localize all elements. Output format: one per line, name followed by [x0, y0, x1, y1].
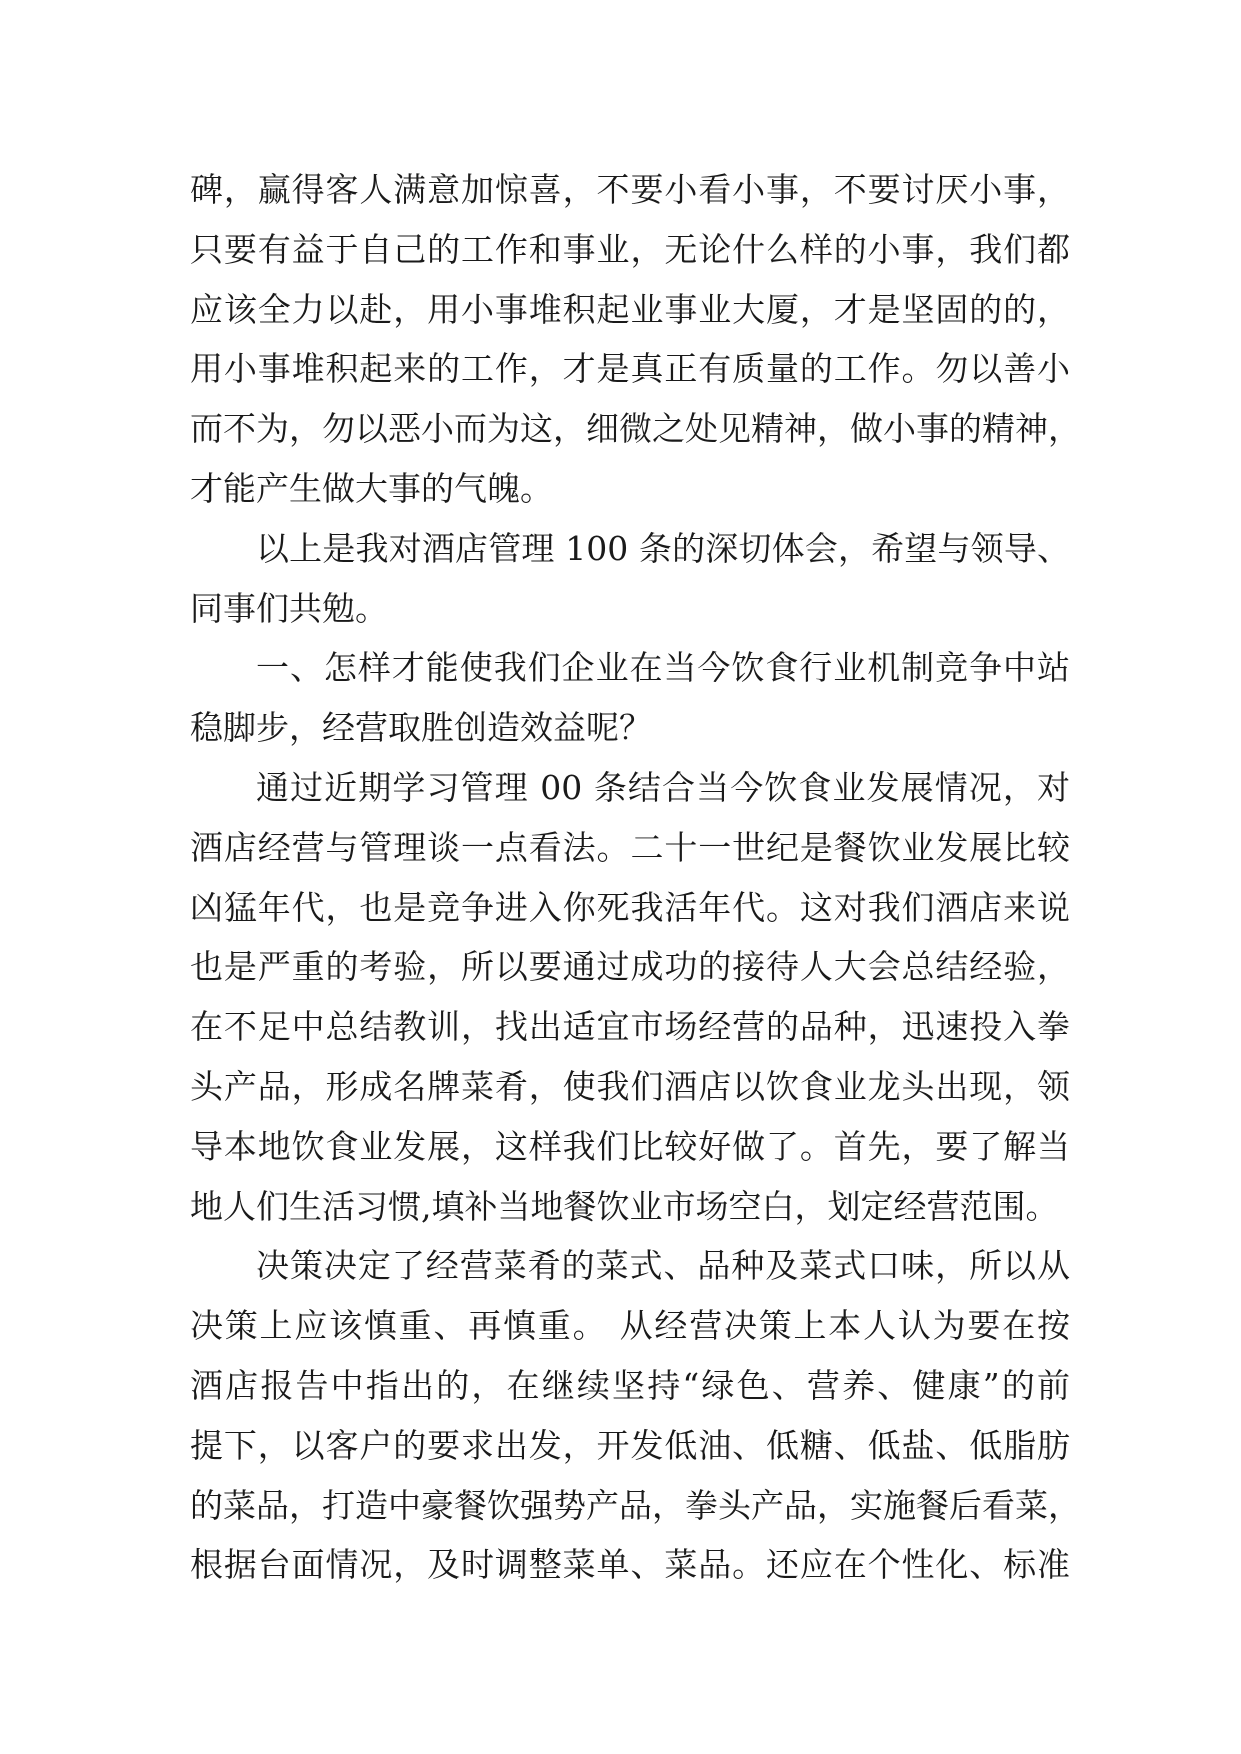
text-line: 的菜品，打造中豪餐饮强势产品，拳头产品，实施餐后看菜， — [190, 1485, 1081, 1525]
text-line: 碑，赢得客人满意加惊喜，不要小看小事，不要讨厌小事， — [190, 170, 1070, 209]
paragraph-first-line: 决策决定了经营菜肴的菜式、品种及菜式口味，所以从 — [256, 1246, 1070, 1286]
text-line: 而不为，勿以恶小而为这，细微之处见精神，做小事的精神， — [190, 409, 1081, 449]
text-line: 同事们共勉。 — [190, 588, 388, 628]
paragraph-first-line: 以上是我对酒店管理 100 条的深切体会，希望与领导、 — [256, 528, 1070, 568]
text-line: 头产品，形成名牌菜肴，使我们酒店以饮食业龙头出现，领 — [190, 1066, 1070, 1106]
text-line: 才能产生做大事的气魄。 — [190, 468, 553, 508]
section-heading-line: 一、怎样才能使我们企业在当今饮食行业机制竞争中站 — [256, 648, 1070, 688]
text-line: 根据台面情况，及时调整菜单、菜品。还应在个性化、标准 — [190, 1545, 1070, 1585]
text-line: 地人们生活习惯,填补当地餐饮业市场空白，划定经营范围。 — [190, 1186, 1059, 1226]
text-line: 只要有益于自己的工作和事业，无论什么样的小事，我们都 — [190, 229, 1070, 269]
text-line: 在不足中总结教训，找出适宜市场经营的品种，迅速投入拳 — [190, 1007, 1070, 1047]
text-line: 提下，以客户的要求出发，开发低油、低糖、低盐、低脂肪 — [190, 1425, 1070, 1465]
text-line: 酒店报告中指出的，在继续坚持“绿色、营养、健康”的前 — [190, 1365, 1070, 1405]
text-line: 酒店经营与管理谈一点看法。二十一世纪是餐饮业发展比较 — [190, 827, 1070, 867]
text-line: 凶猛年代，也是竞争进入你死我活年代。这对我们酒店来说 — [190, 887, 1070, 927]
text-line: 用小事堆积起来的工作，才是真正有质量的工作。勿以善小 — [190, 349, 1070, 389]
text-line: 应该全力以赴，用小事堆积起业事业大厦，才是坚固的的， — [190, 289, 1070, 329]
text-line: 导本地饮食业发展，这样我们比较好做了。首先，要了解当 — [190, 1126, 1070, 1166]
text-line: 也是严重的考验，所以要通过成功的接待人大会总结经验， — [190, 947, 1070, 987]
text-line: 决策上应该慎重、再慎重。 从经营决策上本人认为要在按 — [190, 1306, 1070, 1346]
section-heading-line: 稳脚步，经营取胜创造效益呢？ — [190, 708, 652, 748]
paragraph-first-line: 通过近期学习管理 00 条结合当今饮食业发展情况，对 — [256, 767, 1070, 807]
body-text — [190, 160, 1081, 1595]
